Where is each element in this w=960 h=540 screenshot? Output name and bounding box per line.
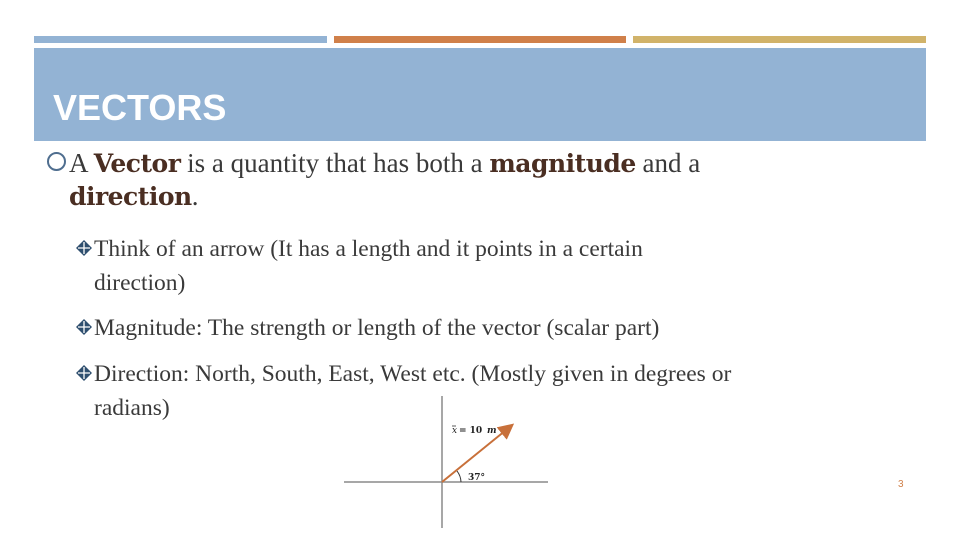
sub-bullet-arrow xyxy=(74,232,904,300)
sub-bullet-text: Magnitude: The strength or length of the vector (scalar part) xyxy=(94,315,660,341)
sub-bullet-text-cont: direction) xyxy=(94,270,186,296)
keyword-vector: Vector xyxy=(93,149,181,178)
main-text-part4: . xyxy=(191,181,199,211)
keyword-magnitude: magnitude xyxy=(489,149,636,178)
diamond-bullet-icon xyxy=(74,317,94,337)
vector-label-unit: m xyxy=(487,426,497,436)
diamond-bullet-icon xyxy=(74,363,94,383)
hollow-circle-bullet-icon xyxy=(47,152,66,171)
sub-bullet-text: Direction: North, South, East, West etc. (Mostly given in degrees or xyxy=(94,361,732,387)
vector-label-value: = 10 xyxy=(459,426,483,436)
vector-label-var: x xyxy=(452,426,458,436)
main-bullet-line1 xyxy=(69,148,700,178)
accent-bar-orange xyxy=(334,36,626,43)
main-text-part2: is a quantity that has both a xyxy=(180,148,490,178)
page-number: 3 xyxy=(898,479,904,490)
angle-arc xyxy=(457,471,461,482)
vector-diagram xyxy=(338,392,556,532)
diamond-bullet-icon xyxy=(74,238,94,258)
accent-bar-blue xyxy=(34,36,327,43)
sub-bullet-magnitude xyxy=(74,311,904,345)
main-text-part1: A xyxy=(69,148,94,178)
keyword-direction: direction xyxy=(69,182,192,211)
accent-bar-gold xyxy=(633,36,926,43)
main-text-part3: and a xyxy=(635,148,701,178)
slide-title: VECTORS xyxy=(53,87,227,128)
sub-bullet-text-cont: radians) xyxy=(94,395,170,421)
main-bullet xyxy=(48,147,868,213)
angle-label: 37° xyxy=(468,473,486,483)
main-bullet-line2 xyxy=(69,180,868,213)
sub-bullet-text: Think of an arrow (It has a length and it points in a certain xyxy=(94,236,643,262)
